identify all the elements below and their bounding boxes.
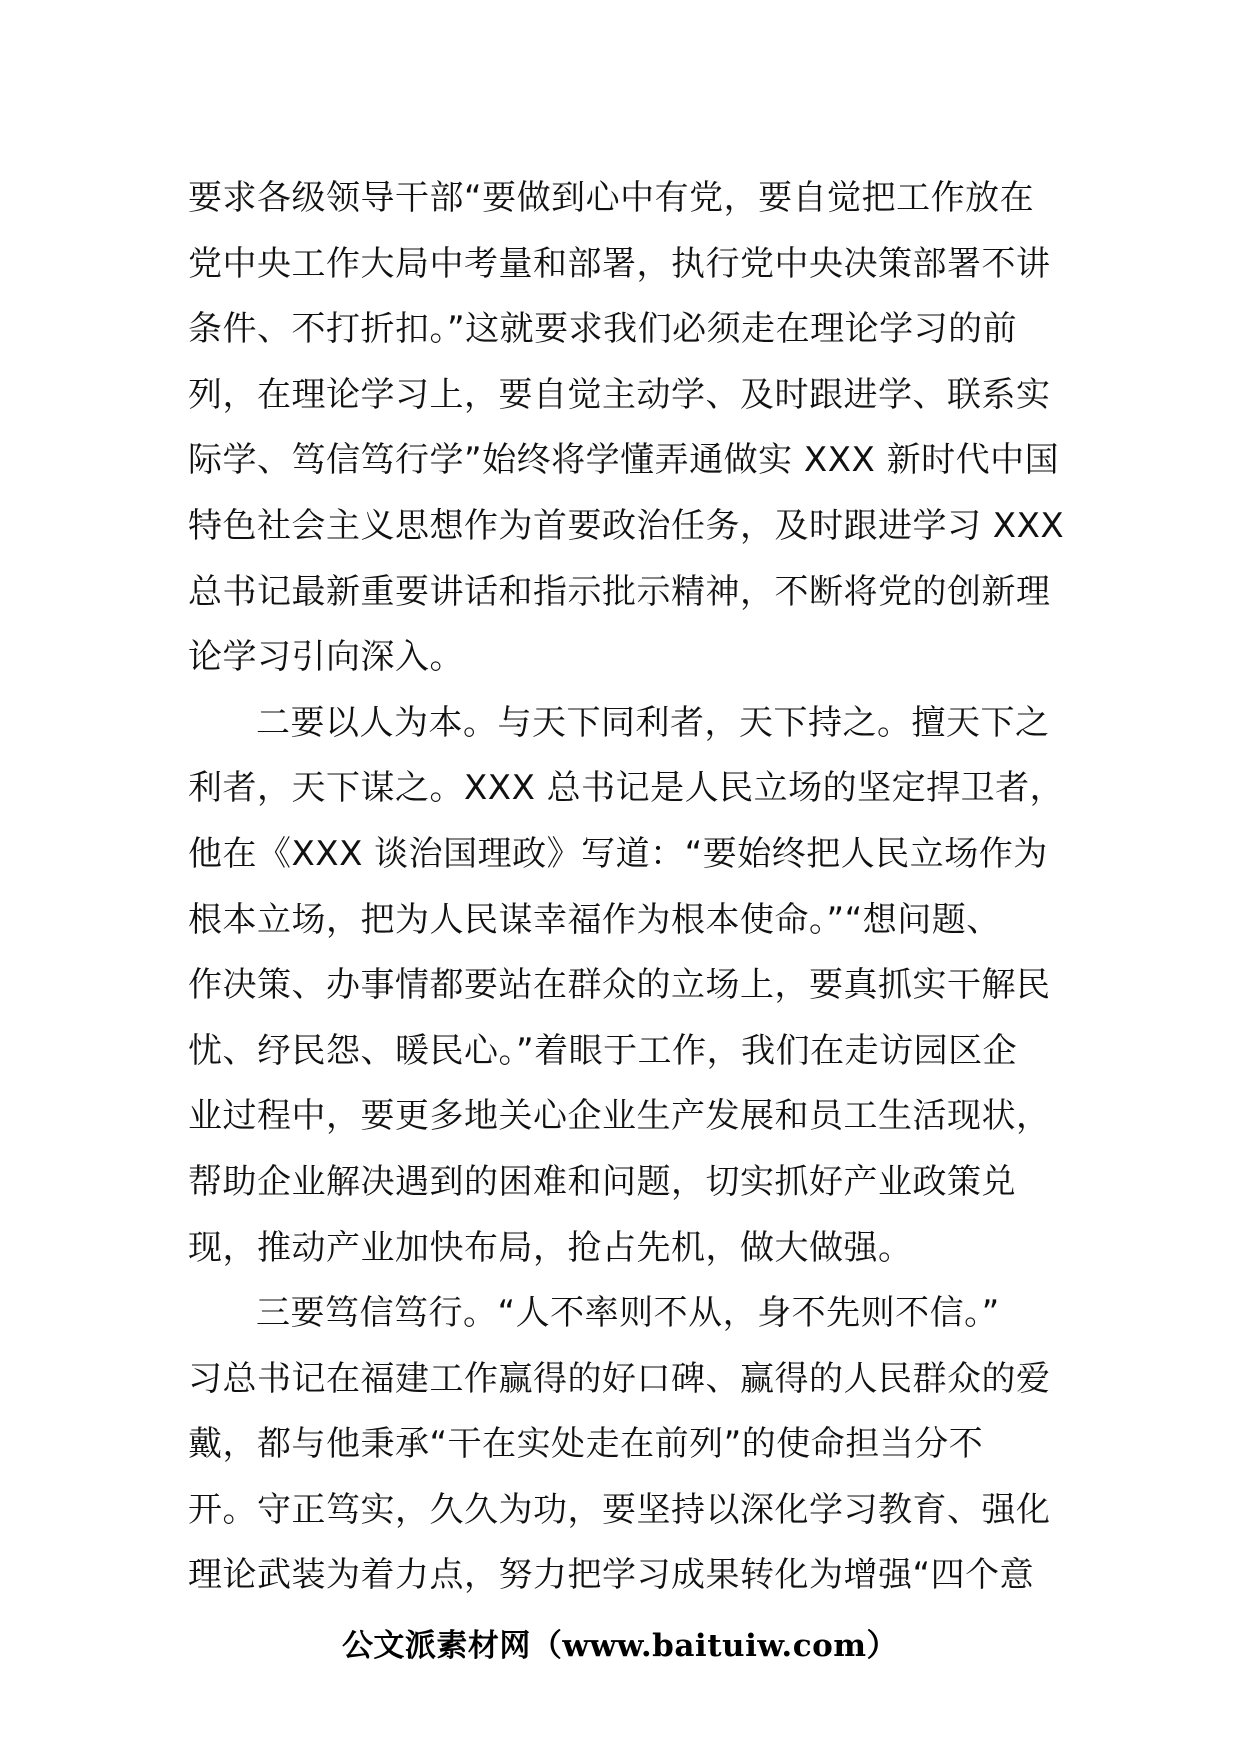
text-line: 习总书记在福建工作赢得的好口碑、赢得的人民群众的爱 xyxy=(188,1358,1051,1399)
text-line: 理论武装为着力点，努力把学习成果转化为增强“四个意 xyxy=(188,1555,1035,1596)
document-body xyxy=(188,166,1065,1609)
text-line: 条件、不打折扣。”这就要求我们必须走在理论学习的前 xyxy=(188,309,1018,350)
text-line: 他在《XXX 谈治国理政》写道：“要始终把人民立场作为 xyxy=(188,833,1048,874)
text-line: 帮助企业解决遇到的困难和问题，切实抓好产业政策兑 xyxy=(188,1161,1016,1202)
text-line: 戴，都与他秉承“干在实处走在前列”的使命担当分不 xyxy=(188,1424,984,1465)
text-line: 根本立场，把为人民谋幸福作为根本使命。”“想问题、 xyxy=(188,899,1001,940)
text-line: 利者，天下谋之。XXX 总书记是人民立场的坚定捍卫者， xyxy=(188,768,1065,809)
text-line: 业过程中，要更多地关心企业生产发展和员工生活现状， xyxy=(188,1096,1051,1137)
text-line: 作决策、办事情都要站在群众的立场上，要真抓实干解民 xyxy=(188,965,1051,1006)
text-line: 列，在理论学习上，要自觉主动学、及时跟进学、联系实 xyxy=(188,374,1051,415)
paragraph-start-line: 三要笃信笃行。“人不率则不从，身不先则不信。” xyxy=(256,1293,1000,1334)
paragraph-start-line: 二要以人为本。与天下同利者，天下持之。擅天下之 xyxy=(256,702,1050,743)
text-line: 论学习引向深入。 xyxy=(188,637,464,678)
text-line: 总书记最新重要讲话和指示批示精神，不断将党的创新理 xyxy=(188,571,1051,612)
text-line: 忧、纾民怨、暖民心。”着眼于工作，我们在走访园区企 xyxy=(188,1030,1018,1071)
text-line: 党中央工作大局中考量和部署，执行党中央决策部署不讲 xyxy=(188,243,1051,284)
footer-watermark: 公文派素材网（www.baituiw.com） xyxy=(341,1628,899,1664)
text-line: 际学、笃信笃行学”始终将学懂弄通做实 XXX 新时代中国 xyxy=(188,440,1060,481)
text-line: 要求各级领导干部“要做到心中有党，要自觉把工作放在 xyxy=(188,178,1035,218)
text-line: 特色社会主义思想作为首要政治任务，及时跟进学习 XXX xyxy=(188,505,1065,546)
text-line: 现，推动产业加快布局，抢占先机，做大做强。 xyxy=(188,1227,913,1268)
text-line: 开。守正笃实，久久为功，要坚持以深化学习教育、强化 xyxy=(188,1489,1051,1530)
